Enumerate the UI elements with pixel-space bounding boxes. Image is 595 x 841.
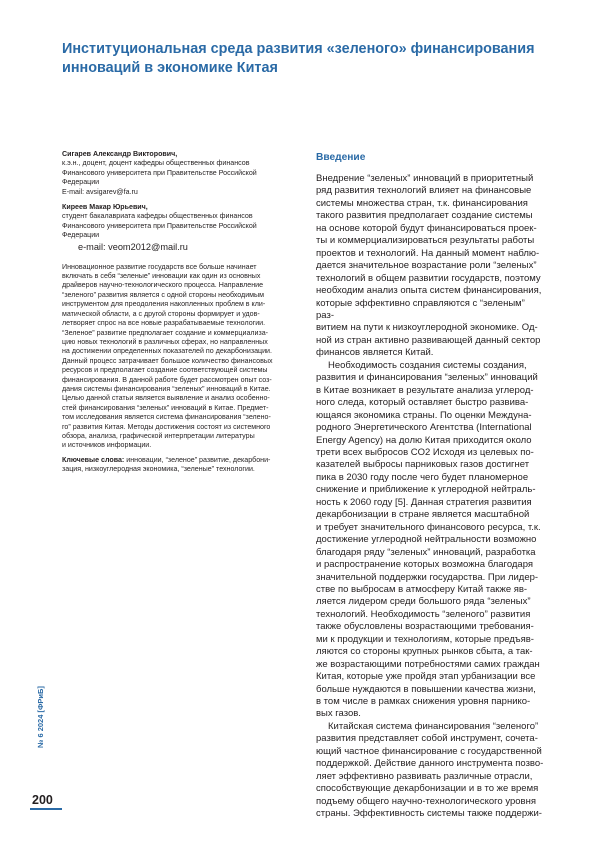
abstract-line: Инновационное развитие государств все больше начинает xyxy=(62,262,257,271)
body-line: Китая, которые уже пройдя этап урбанизации все xyxy=(316,671,536,683)
author-affiliation-line: к.э.н., доцент, доцент кафедры общественных финансов xyxy=(62,159,250,168)
issue-label: № 6 2024 [ФРиБ] xyxy=(36,686,45,748)
body-line: и распространение которых возможна благодаря xyxy=(316,559,534,571)
body-line: родного Энергетического Агентства (International xyxy=(316,422,532,434)
body-line: больше нуждаются в повышении качества жизни, xyxy=(316,683,536,695)
body-line: Energy Agency) на долю Китая приходится около xyxy=(316,434,532,446)
abstract-line: том исследования является система финансирования “зелено- xyxy=(62,413,271,422)
body-line: в том числе в рамках снижения уровня парнико- xyxy=(316,696,531,708)
right-column xyxy=(316,150,544,821)
body-line: достижение углеродной нейтральности возможно xyxy=(316,534,537,546)
body-line: системы множества стран, т.к. финансирования xyxy=(316,197,528,209)
body-line: ты и коммерциализироваться результаты работы xyxy=(316,235,535,247)
intro-body xyxy=(316,173,544,821)
abstract-line: дания системы финансирования “зеленых” инноваций в Китае. xyxy=(62,384,271,393)
body-line: ляются со стороны крупных рынков сбыта, а так- xyxy=(316,646,533,658)
body-line: вых газов. xyxy=(316,708,361,720)
body-line: ряд развития технологий влияет на финансовые xyxy=(316,185,532,197)
body-line: Необходимость создания системы создания, xyxy=(328,359,527,371)
body-line: значительной поддержки государства. При лидер- xyxy=(316,571,539,583)
body-line: страны. Эффективность системы также поддержи- xyxy=(316,808,542,820)
abstract-line: стей финансирования “зеленых” инноваций в Китае. Предмет- xyxy=(62,403,269,412)
abstract-line: “Зеленое” развитие предполагает создание и коммерциализа- xyxy=(62,328,269,337)
abstract-line: финансирования. В данной работе будет рассмотрен опыт соз- xyxy=(62,375,272,384)
abstract xyxy=(62,263,298,451)
body-line: ность к 2060 году [5]. Данная стратегия развития xyxy=(316,496,532,508)
body-line: на основе которой будут финансироваться проек- xyxy=(316,222,537,234)
author-email: E-mail: avsigarev@fa.ru xyxy=(62,187,138,196)
body-line: технологий в общем развитии государств, поэтому xyxy=(316,272,541,284)
body-line: дается значительное возрастание роли “зеленых” xyxy=(316,260,537,272)
abstract-line: драйверов научно-технологического процесса. Направление xyxy=(62,281,264,290)
abstract-line: на достижении определенных показателей по декарбонизации. xyxy=(62,347,272,356)
body-line: ляется лидером среди большого ряда “зеленых” xyxy=(316,596,531,608)
body-line: пика в 2030 году после чего будет планомерное xyxy=(316,471,529,483)
abstract-line: матической области, а с другой стороны формирует и удов- xyxy=(62,309,260,318)
author-affiliation-line: Финансового университета при Правительстве Российской xyxy=(62,221,257,230)
abstract-line: ресурсов и предполагает создание соответствующей системы xyxy=(62,366,268,375)
abstract-line: инструментом для преодоления накопленных проблем в кли- xyxy=(62,300,266,309)
body-line: технологий. Необходимость “зеленого” развития xyxy=(316,608,531,620)
body-line: поддержкой. Действие данного инструмента позво- xyxy=(316,758,544,770)
author-2 xyxy=(62,203,298,253)
body-line: трети всех выбросов CO2 Исходя из целевых по- xyxy=(316,446,534,458)
article-title: Институциональная среда развития «зеленого» финансирования инноваций в экономике Китая xyxy=(62,41,535,76)
body-line: снижение и приближение к углеродной нейтраль- xyxy=(316,484,536,496)
abstract-line: включать в себя “зеленые” инновации как один из основных xyxy=(62,272,261,281)
abstract-line: цию новых технологий в различных сферах, но направленных xyxy=(62,337,268,346)
author-affiliation-line: Федерации xyxy=(62,178,100,187)
page-number: 200 xyxy=(32,793,53,807)
body-line: проектов и технологий. На данный момент наблю- xyxy=(316,247,540,259)
author-email: e-mail: veom2012@mail.ru xyxy=(78,241,188,252)
body-line: необходим анализ опыта систем финансирования, xyxy=(316,285,542,297)
body-line: же возрастающими потребностями самих граждан xyxy=(316,658,540,670)
abstract-line: обзора, анализа, графической интерпретации литературы xyxy=(62,431,255,440)
author-1 xyxy=(62,150,298,197)
body-line: Китайская система финансирования “зеленого” xyxy=(328,720,539,732)
body-line: ющий частное финансирование с государственной xyxy=(316,745,542,757)
body-line: витием на пути к низкоуглеродной экономике. Од- xyxy=(316,322,538,334)
body-line: Внедрение “зеленых” инноваций в приоритетный xyxy=(316,173,534,184)
author-name: Киреев Макар Юрьевич, xyxy=(62,203,148,212)
body-line: способствующие декарбонизации и в то же время xyxy=(316,783,539,795)
body-line: благодаря ряду “зеленых” инноваций, разработка xyxy=(316,546,536,558)
section-heading: Введение xyxy=(316,152,366,163)
keywords-line: зация, низкоуглеродная экономика, “зеленые” технологии. xyxy=(62,465,255,474)
body-line: декарбонизации в стране является масштабной xyxy=(316,509,530,521)
body-line: такого развития предполагает создание системы xyxy=(316,210,533,222)
body-line: подъему общего научно-технологического уровня xyxy=(316,795,536,807)
body-line: ного следа, который оставляет быстро развива- xyxy=(316,397,529,409)
body-line: развития представляет собой инструмент, сочета- xyxy=(316,733,538,745)
body-line: и требует значительного финансового ресурса, т.к. xyxy=(316,521,541,533)
body-line: ной из стран активно развивающей данный сектор xyxy=(316,334,541,346)
author-name: Сигарев Александр Викторович, xyxy=(62,150,178,158)
body-line: ющаяся экономика страны. По оценки Междуна- xyxy=(316,409,532,421)
author-affiliation-line: студент бакалавриата кафедры общественных финансов xyxy=(62,212,253,221)
abstract-line: летворяет спрос на все новые разрабатываемые технологии. xyxy=(62,319,266,328)
keywords-line: инновации, “зеленое” развитие, декарбони- xyxy=(124,455,271,464)
body-line: развития и финансирования “зеленых” инноваций xyxy=(316,372,538,384)
body-line: которые эффективно справляются с “зеленым” раз- xyxy=(316,297,525,321)
footer-rule xyxy=(30,808,62,810)
keywords xyxy=(62,456,298,475)
author-affiliation-line: Финансового университета при Правительстве Российской xyxy=(62,168,257,177)
body-line: казателей выбросы парниковых газов достигнет xyxy=(316,459,530,471)
body-line: также обусловлены возрастающими требования- xyxy=(316,621,534,633)
body-line: стве по выбросам в атмосферу Китай также яв- xyxy=(316,583,528,595)
body-line: в Китае возникает в результате анализа углерод- xyxy=(316,384,534,396)
left-column xyxy=(62,150,298,475)
body-line: ми к продукции и технологиям, которые предъяв- xyxy=(316,633,534,645)
abstract-line: Целью данной статьи является выявление и анализ особенно- xyxy=(62,394,270,403)
author-affiliation-line: Федерации xyxy=(62,231,100,240)
keywords-label: Ключевые слова: xyxy=(62,455,125,464)
body-line: ляет эффективно развивать различные отрасли, xyxy=(316,770,533,782)
abstract-line: и источников информации. xyxy=(62,441,152,450)
abstract-line: “зеленого” развития является с одной стороны необходимым xyxy=(62,290,265,299)
abstract-line: го” развития Китая. Методы достижения состоят из системного xyxy=(62,422,271,431)
body-line: финансов является Китай. xyxy=(316,347,434,359)
abstract-line: Данный процесс затрачивает большое количество финансовых xyxy=(62,356,273,365)
